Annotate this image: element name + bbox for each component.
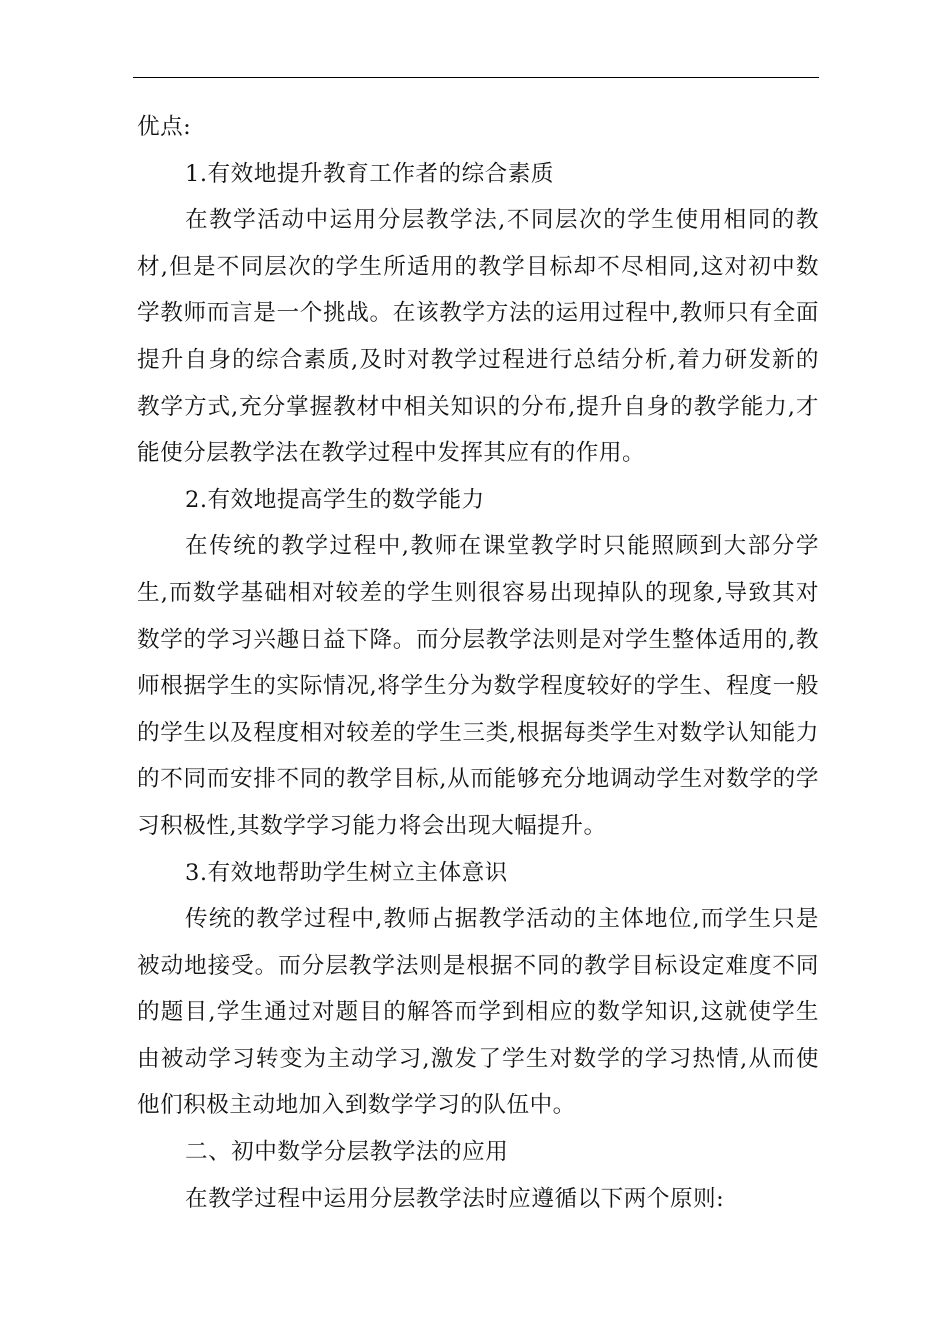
body-paragraph-1: 在教学活动中运用分层教学法,不同层次的学生使用相同的教材,但是不同层次的学生所适用的教学目标却不尽相同,这对初中数学教师而言是一个挑战。在该教学方法的运用过程中,教师只有全面提升自身的综合素质,及时对教学过程进行总结分析,着力研发新的教学方式,充分掌握教材中相关知识的分布,提升自身的教学能力,才能使分层教学法在教学过程中发挥其应有的作用。 — [137, 207, 819, 467]
body-paragraph-3: 传统的教学过程中,教师占据教学活动的主体地位,而学生只是被动地接受。而分层教学法则是根据不同的教学目标设定难度不同的题目,学生通过对题目的解答而学到相应的数学知识,这就使学生由被动学习转变为主动学习,激发了学生对数学的学习热情,从而使他们积极主动地加入到数学学习的队伍中。 — [137, 906, 819, 1119]
section-heading-application: 二、初中数学分层教学法的应用 — [185, 1139, 509, 1166]
header-rule — [133, 77, 819, 78]
body-paragraph-2: 在传统的教学过程中,教师在课堂教学时只能照顾到大部分学生,而数学基础相对较差的学生则很容易出现掉队的现象,导致其对数学的学习兴趣日益下降。而分层教学法则是对学生整体适用的,教师根据学生的实际情况,将学生分为数学程度较好的学生、程度一般的学生以及程度相对较差的学生三类,根据每类学生对数学认知能力的不同而安排不同的教学目标,从而能够充分地调动学生对数学的学习积极性,其数学学习能力将会出现大幅提升。 — [137, 533, 819, 839]
body-paragraph-4: 在教学过程中运用分层教学法时应遵循以下两个原则: — [185, 1185, 725, 1212]
intro-label: 优点: — [137, 114, 192, 140]
section-heading-advantage-1: 1.有效地提升教育工作者的综合素质 — [185, 160, 554, 187]
section-heading-advantage-3: 3.有效地帮助学生树立主体意识 — [185, 859, 508, 886]
section-heading-advantage-2: 2.有效地提高学生的数学能力 — [185, 486, 485, 513]
document-body — [137, 104, 819, 1222]
